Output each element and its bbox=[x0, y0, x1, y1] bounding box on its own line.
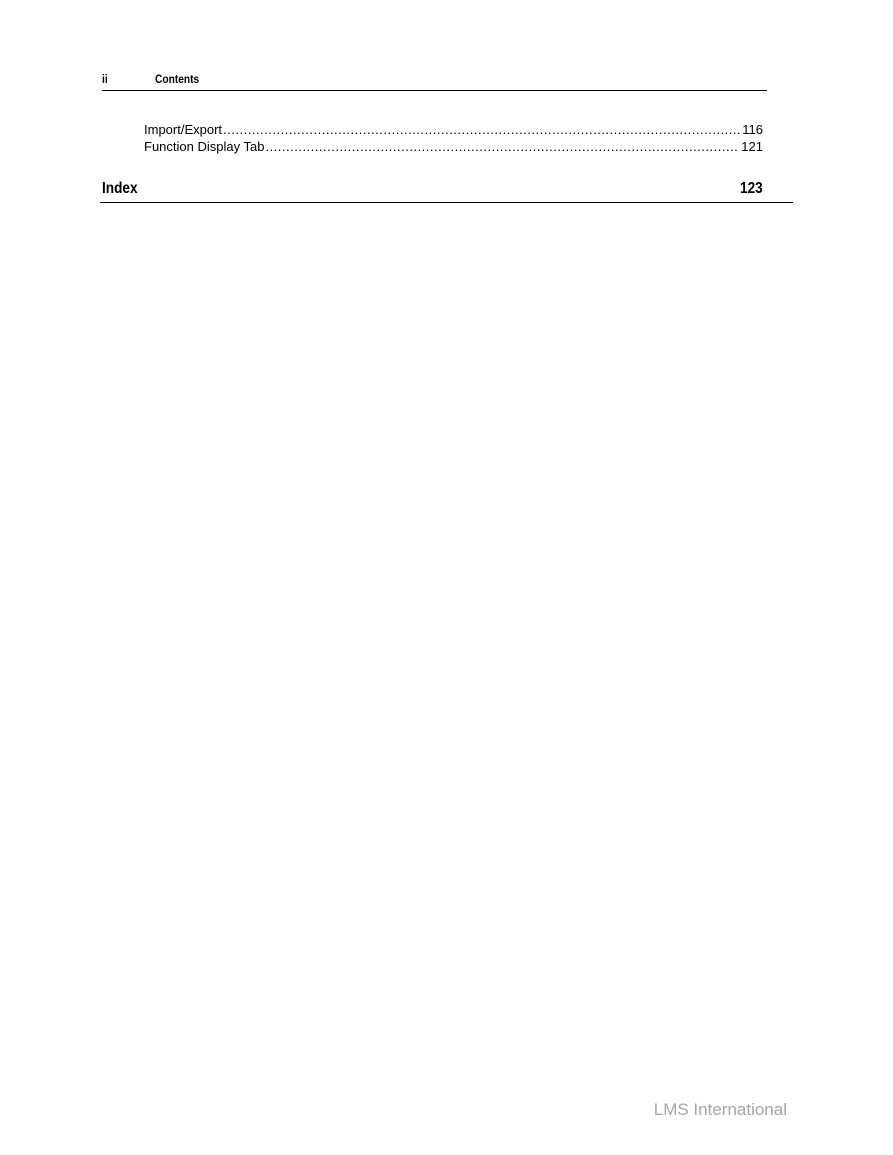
toc-entry-title: Import/Export bbox=[144, 122, 223, 137]
header-page-number: ii bbox=[102, 72, 108, 86]
toc-entry-function-display-tab[interactable] bbox=[144, 138, 763, 155]
toc-entry-import-export[interactable] bbox=[144, 121, 763, 138]
toc-dot-leader bbox=[223, 121, 740, 138]
index-title: Index bbox=[102, 180, 138, 197]
header-title: Contents bbox=[155, 72, 200, 86]
footer-brand: LMS International bbox=[653, 1100, 787, 1119]
toc-entry-page: 121 bbox=[741, 139, 763, 154]
index-page-number: 123 bbox=[740, 180, 763, 197]
toc-list bbox=[144, 121, 763, 155]
toc-entry-title: Function Display Tab bbox=[144, 139, 265, 154]
toc-entry-page: 116 bbox=[742, 122, 763, 137]
toc-dot-leader bbox=[265, 138, 739, 155]
toc-index-heading[interactable] bbox=[100, 180, 793, 203]
page-header bbox=[102, 72, 767, 91]
